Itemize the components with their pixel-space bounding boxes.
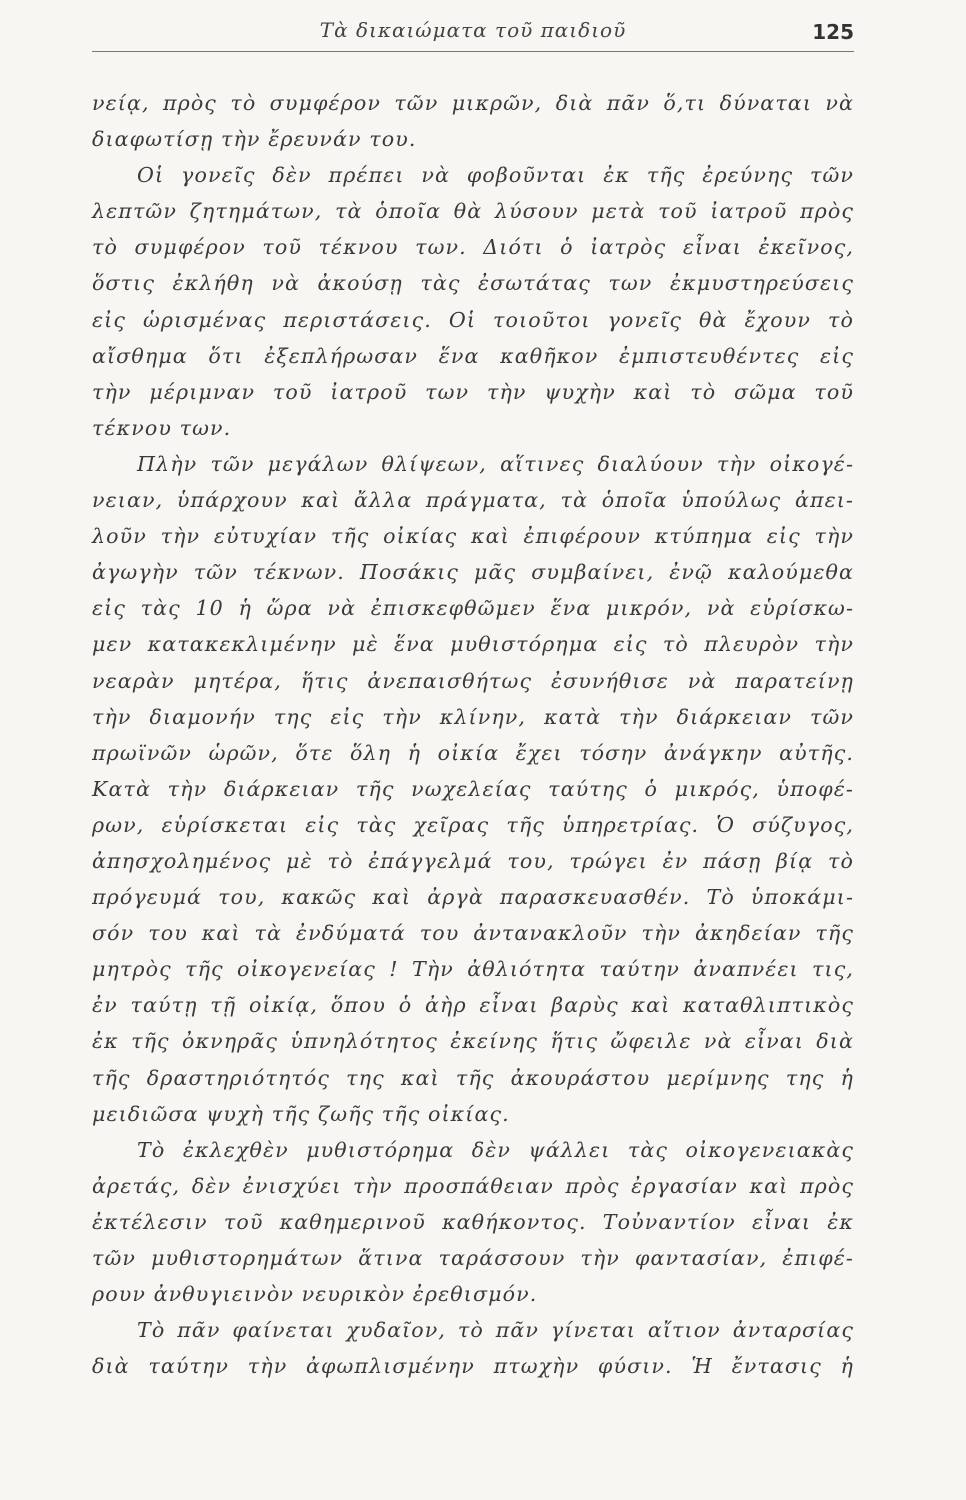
page-header	[92, 14, 854, 54]
text-line: μεν κατακεκλιμένην μὲ ἕνα μυθιστόρημα εἰς τὸ πλευρὸν τὴν	[92, 632, 854, 657]
text-line: διὰ ταύτην τὴν ἀφωπλισμένην πτωχὴν φύσιν. Ἡ ἔντασις ἡ	[92, 1354, 854, 1379]
text-line: εἰς τὰς 10 ἡ ὥρα νὰ ἐπισκεφθῶμεν ἕνα μικρόν, νὰ εὑρίσκω-	[92, 596, 854, 621]
text-line: νείᾳ, πρὸς τὸ συμφέρον τῶν μικρῶν, διὰ πᾶν ὅ,τι δύναται νὰ	[92, 91, 854, 115]
text-line: τῆς δραστηριότητός της καὶ τῆς ἀκουράστου μερίμνης της ἡ	[92, 1065, 854, 1090]
text-line: λεπτῶν ζητημάτων, τὰ ὁποῖα θὰ λύσουν μετὰ τοῦ ἰατροῦ πρὸς	[92, 199, 854, 224]
text-line: νεαρὰν μητέρα, ἥτις ἀνεπαισθήτως ἐσυνήθισε νὰ παρατείνῃ	[92, 668, 854, 693]
header-rule	[92, 51, 854, 52]
text-line: ἐκτέλεσιν τοῦ καθημερινοῦ καθήκοντος. Τοὐναντίον εἶναι ἐκ	[92, 1209, 854, 1234]
text-line: Κατὰ τὴν διάρκειαν τῆς νωχελείας ταύτης ὁ μικρός, ὑποφέ-	[92, 776, 854, 801]
text-line: Πλὴν τῶν μεγάλων θλίψεων, αἵτινες διαλύουν τὴν οἰκογέ-	[137, 451, 854, 476]
text-line: Τὸ ἐκλεχθὲν μυθιστόρημα δὲν ψάλλει τὰς οἰκογενειακὰς	[137, 1137, 854, 1162]
text-line: μητρὸς τῆς οἰκογενείας ! Τὴν ἀθλιότητα ταύτην ἀναπνέει τις,	[92, 957, 854, 982]
text-line: λοῦν τὴν εὐτυχίαν τῆς οἰκίας καὶ ἐπιφέρουν κτύπημα εἰς τὴν	[92, 524, 854, 549]
text-line: νειαν, ὑπάρχουν καὶ ἄλλα πράγματα, τὰ ὁποῖα ὑπούλως ἀπει-	[92, 488, 854, 513]
text-line: τέκνου των.	[92, 415, 232, 440]
running-title: Τὰ δικαιώματα τοῦ παιδιοῦ	[319, 18, 627, 42]
text-line: τὴν διαμονήν της εἰς τὴν κλίνην, κατὰ τὴν διάρκειαν τῶν	[92, 704, 854, 729]
text-line: Τὸ πᾶν φαίνεται χυδαῖον, τὸ πᾶν γίνεται αἴτιον ἀνταρσίας	[137, 1318, 854, 1343]
text-line: τῶν μυθιστορημάτων ἅτινα ταράσσουν τὴν φαντασίαν, ἐπιφέ-	[92, 1246, 854, 1270]
text-line: διαφωτίσῃ τὴν ἔρευνάν του.	[92, 127, 417, 152]
text-line: εἰς ὡρισμένας περιστάσεις. Οἱ τοιοῦτοι γονεῖς θὰ ἔχουν τὸ	[92, 307, 854, 332]
text-line: ἐκ τῆς ὀκνηρᾶς ὑπνηλότητος ἐκείνης ἥτις ὤφειλε νὰ εἶναι διὰ	[92, 1029, 854, 1054]
text-line: ἀγωγὴν τῶν τέκνων. Ποσάκις μᾶς συμβαίνει, ἐνῷ καλούμεθα	[92, 560, 854, 585]
text-line: αἴσθημα ὅτι ἐξεπλήρωσαν ἕνα καθῆκον ἐμπιστευθέντες εἰς	[92, 343, 854, 368]
page-number: 125	[812, 20, 854, 44]
text-line: ἐν ταύτῃ τῇ οἰκίᾳ, ὅπου ὁ ἀὴρ εἶναι βαρὺς καὶ καταθλιπτικὸς	[92, 993, 854, 1018]
text-line: ὅστις ἐκλήθη νὰ ἀκούσῃ τὰς ἐσωτάτας των ἐκμυστηρεύσεις	[92, 271, 854, 296]
text-line: ἀπησχολημένος μὲ τὸ ἐπάγγελμά του, τρώγει ἐν πάσῃ βίᾳ τὸ	[92, 848, 854, 873]
text-line: τὴν μέριμναν τοῦ ἰατροῦ των τὴν ψυχὴν καὶ τὸ σῶμα τοῦ	[92, 379, 854, 404]
body-text	[92, 85, 854, 1384]
text-line: ἀρετάς, δὲν ἐνισχύει τὴν προσπάθειαν πρὸς ἐργασίαν καὶ πρὸς	[92, 1173, 854, 1198]
text-line: ρων, εὑρίσκεται εἰς τὰς χεῖρας τῆς ὑπηρετρίας. Ὁ σύζυγος,	[92, 812, 854, 837]
text-line: πρόγευμά του, κακῶς καὶ ἀργὰ παρασκευασθέν. Τὸ ὑποκάμι-	[92, 885, 854, 910]
text-line: Οἱ γονεῖς δὲν πρέπει νὰ φοβοῦνται ἐκ τῆς ἐρεύνης τῶν	[137, 163, 854, 188]
text-line: ρουν ἀνθυγιεινὸν νευρικὸν ἐρεθισμόν.	[92, 1282, 538, 1307]
text-line: πρωϊνῶν ὡρῶν, ὅτε ὅλη ἡ οἰκία ἔχει τόσην ἀνάγκην αὐτῆς.	[92, 740, 854, 765]
text-line: τὸ συμφέρον τοῦ τέκνου των. Διότι ὁ ἰατρὸς εἶναι ἐκεῖνος,	[92, 235, 854, 260]
text-line: μειδιῶσα ψυχὴ τῆς ζωῆς τῆς οἰκίας.	[92, 1101, 510, 1126]
text-line: σόν του καὶ τὰ ἐνδύματά του ἀντανακλοῦν τὴν ἀκηδείαν τῆς	[92, 921, 854, 946]
